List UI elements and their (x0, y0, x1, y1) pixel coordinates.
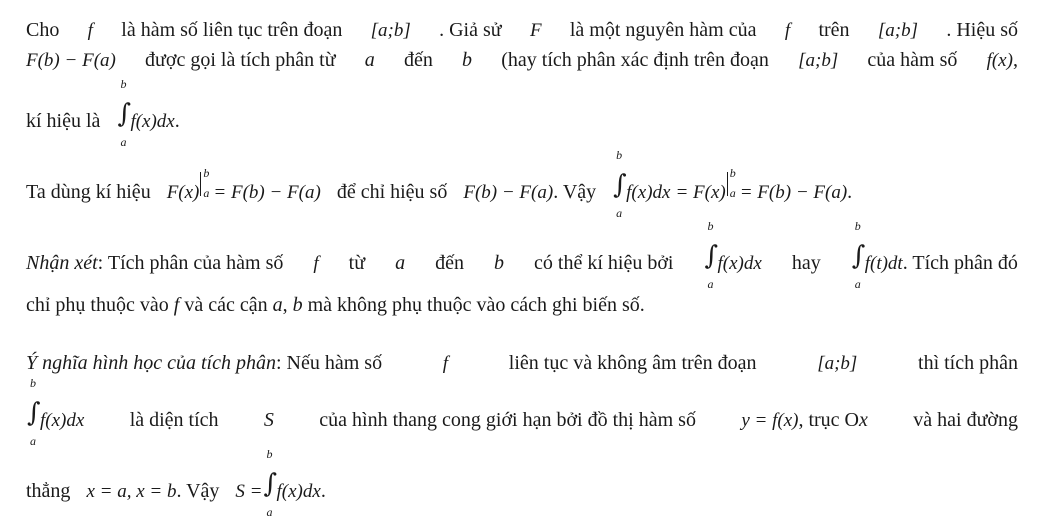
text: và hai đường (913, 409, 1018, 431)
notation-line (26, 148, 1018, 220)
math-F: F (529, 20, 542, 41)
math-x-bounds: x = a, x = b (86, 481, 177, 502)
text: thì tích phân (918, 352, 1018, 374)
text: đến (403, 49, 433, 71)
text: từ (348, 252, 366, 274)
math-S: S (263, 409, 274, 431)
lower-limit: a (203, 186, 210, 200)
lower-limit: a (616, 206, 623, 220)
geometric-meaning-line-1 (26, 351, 1018, 376)
text: và các cận (184, 294, 268, 316)
upper-limit: b (854, 219, 861, 233)
text: là một nguyên hàm của (569, 19, 757, 41)
math-x: x (859, 409, 868, 431)
integrand: f(t)dt (864, 253, 903, 274)
integrand: f(x)dx (717, 253, 762, 274)
upper-limit: b (203, 166, 210, 180)
math-equality: = F(b) − F(a) (739, 182, 848, 203)
upper-limit: b (729, 166, 736, 180)
text: Cho (26, 19, 60, 41)
text: : Nếu hàm số (275, 352, 383, 374)
evaluation-bar (726, 166, 740, 200)
text: hay (791, 252, 821, 274)
integral-sign: ∫ b a (117, 77, 131, 149)
text: là diện tích (129, 409, 219, 431)
integral-sign: ∫ b a (263, 447, 278, 519)
text: để chỉ hiệu số (336, 181, 448, 203)
evaluation-bar (199, 166, 213, 200)
math-f: f (173, 294, 180, 316)
text: thẳng (26, 480, 71, 502)
math-segment: [a;b] (370, 20, 411, 41)
math-f: f (784, 20, 791, 41)
upper-limit: b (707, 219, 714, 233)
math-b: b (462, 49, 473, 71)
text: có thể kí hiệu bởi (534, 252, 674, 274)
lower-limit: a (266, 505, 273, 519)
integral-sign: ∫ b a (27, 376, 41, 448)
math-Fx: F(x) (166, 182, 200, 203)
lower-limit: a (707, 277, 714, 291)
integrand: f(x)dx (40, 410, 85, 431)
text: . Tích phân đó (902, 252, 1018, 274)
text: Ta dùng kí hiệu (26, 181, 151, 203)
upper-limit: b (616, 148, 623, 162)
text: . Hiệu số (946, 19, 1018, 41)
text: . (847, 181, 853, 203)
text: chỉ phụ thuộc vào (26, 294, 169, 316)
text: , (282, 294, 288, 316)
text: liên tục và không âm trên đoạn (508, 352, 757, 374)
upper-limit: b (266, 447, 273, 461)
integral-sign: ∫ b a (613, 148, 627, 220)
text: : Tích phân của hàm số (97, 252, 284, 274)
text: , (1012, 49, 1018, 71)
math-equality: = F(x) (675, 182, 726, 203)
integral-sign: ∫ b a (704, 219, 719, 291)
math-a: a (364, 49, 375, 71)
math-y-equals-fx: y = f(x) (741, 410, 799, 431)
text: mà không phụ thuộc vào cách ghi biến số. (307, 294, 645, 316)
upper-limit: b (30, 376, 36, 390)
text: . (320, 480, 326, 502)
lower-limit: a (729, 186, 736, 200)
remark-label: Nhận xét (26, 252, 98, 274)
geometric-meaning-label: Ý nghĩa hình học của tích phân (26, 352, 276, 374)
text: đến (435, 252, 464, 274)
text: . Vậy (553, 181, 597, 203)
math-difference: F(b) − F(a) (26, 50, 116, 71)
text: của hình thang cong giới hạn bởi đồ thị hàm số (319, 409, 696, 431)
integrand: f(x)dx (130, 111, 175, 132)
math-f: f (442, 353, 449, 374)
text: kí hiệu là (26, 110, 101, 132)
math-a: a (395, 252, 406, 274)
math-f: f (87, 20, 93, 41)
integrand: f(x)dx (626, 182, 671, 203)
math-segment: [a;b] (817, 353, 858, 374)
text: . (174, 110, 180, 132)
math-b: b (494, 252, 505, 274)
lower-limit: a (120, 135, 127, 149)
text: được gọi là tích phân từ (145, 49, 336, 71)
integral-sign: ∫ b a (851, 219, 866, 291)
math-S: S = (235, 481, 263, 502)
math-b: b (292, 294, 303, 316)
text: (hay tích phân xác định trên đoạn (501, 49, 769, 71)
remark-line-2 (26, 293, 1018, 317)
upper-limit: b (120, 77, 127, 91)
math-equality: = F(b) − F(a) (213, 182, 321, 203)
remark-line-1 (26, 219, 1018, 291)
math-fx: f(x) (986, 50, 1013, 71)
lower-limit: a (854, 277, 861, 291)
text: là hàm số liên tục trên đoạn (121, 19, 343, 41)
text: . Giả sử (439, 19, 502, 41)
math-segment: [a;b] (877, 20, 918, 41)
text: của hàm số (867, 49, 958, 71)
text: trên (818, 19, 850, 41)
definition-line-2 (26, 48, 1018, 73)
math-f: f (313, 253, 319, 274)
definition-line-3 (26, 77, 1018, 149)
text: , trục O (798, 409, 859, 431)
lower-limit: a (30, 434, 36, 448)
math-difference: F(b) − F(a) (463, 182, 554, 203)
integrand: f(x)dx (276, 481, 321, 502)
math-segment: [a;b] (798, 50, 839, 71)
text: . Vậy (176, 480, 220, 502)
math-a: a (272, 294, 283, 316)
definition-line-1 (26, 18, 1018, 43)
geometric-meaning-line-3 (26, 447, 1018, 519)
geometric-meaning-line-2 (26, 376, 1018, 448)
